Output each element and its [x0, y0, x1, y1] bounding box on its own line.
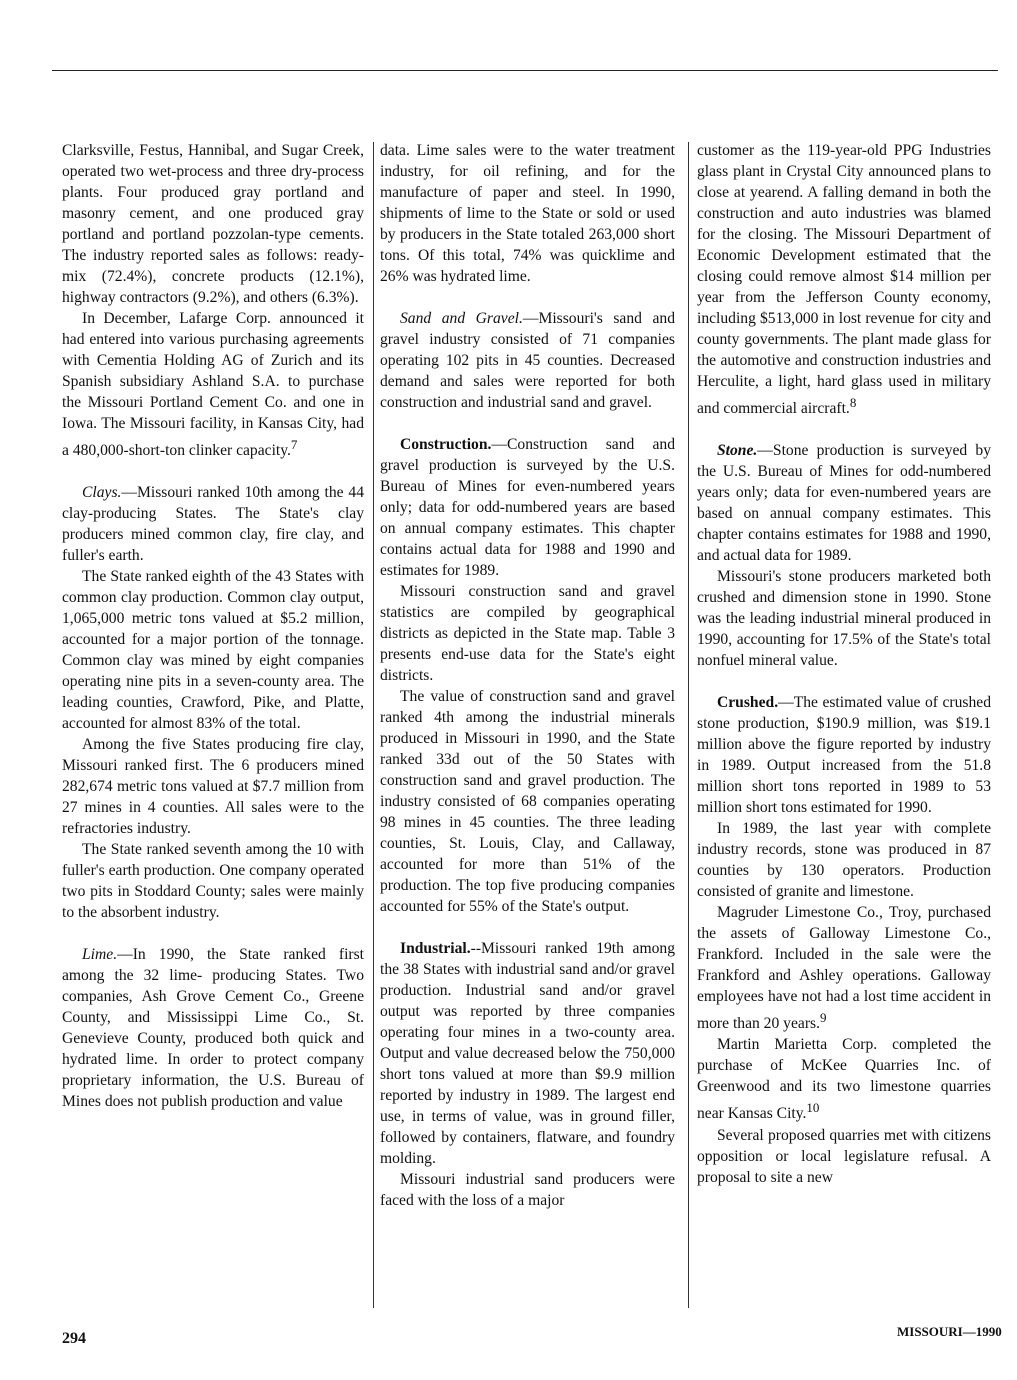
paragraph: data. Lime sales were to the water treatment industry, for oil refining, and for the manufacture of paper and steel. In 1990, shipments of lime to the State or sold or used by producers in the State totaled 263,000 short tons. Of this total, 74% was quicklime and 26% was hydrated lime.: [380, 142, 675, 285]
column-divider: [688, 142, 689, 1308]
paragraph: In 1989, the last year with complete industry records, stone was produced in 87 counties by 130 operators. Production consisted of granite and limestone.: [697, 820, 991, 901]
footnote-ref: 9: [819, 1010, 827, 1026]
column-divider: [373, 142, 374, 1308]
section-heading-sand-gravel: Sand and Gravel.: [400, 310, 523, 327]
paragraph: The State ranked seventh among the 10 with fuller's earth production. One company operated two pits in Stoddard County; sales were mainly to the absorbent industry.: [62, 841, 364, 922]
paragraph: Missouri construction sand and gravel statistics are compiled by geographical districts as depicted in the State map. Table 3 presents end-use data for the State's eight districts.: [380, 583, 675, 684]
footnote-ref: 8: [849, 395, 857, 410]
running-head: MISSOURI—1990: [897, 1324, 1002, 1339]
column-1: [62, 140, 364, 1112]
section-heading-crushed: Crushed.: [717, 694, 779, 712]
section-heading-clays: Clays.: [82, 484, 122, 502]
paragraph: Among the five States producing fire clay, Missouri ranked first. The 6 producers mined 282,674 metric tons valued at $7.7 million from 27 mines in 4 counties. All sales were to the refractories industry.: [62, 736, 364, 838]
section-heading-industrial: Industrial.: [400, 940, 471, 957]
column-3: [697, 140, 991, 1188]
paragraph: The State ranked eighth of the 43 States with common clay production. Common clay output, 1,065,000 metric tons valued at $5.2 million, accounted for a major portion of the tonnage. Common clay was mined by eight companies operating nine pits in a seven-county area. The leading counties, Crawford, Pike, and Platte, accounted for almost 83% of the total.: [62, 568, 364, 733]
top-rule: [52, 70, 998, 71]
paragraph: In December, Lafarge Corp. announced it had entered into various purchasing agreements with Cementia Holding AG of Zurich and its Spanish subsidiary Ashland S.A. to purchase the Missouri Portland Cement Co. and one in Iowa. The Missouri facility, in Kansas City, had a 480,000-short-ton clinker capacity.$^7$: [62, 310, 364, 460]
paragraph-crushed: Crushed.—The estimated value of crushed stone production, $190.9 million, was $19.1 million above the figure reported by industry in 1989. Output increased from the 51.8 million short tons reported in 1989 to 53 million short tons estimated for 1990.: [697, 694, 991, 817]
column-2: [380, 140, 675, 1211]
footnote-ref: 10: [806, 1100, 820, 1116]
paragraph-sand-gravel: Sand and Gravel.—Missouri's sand and gravel industry consisted of 71 companies operating 102 pits in 45 counties. Decreased demand and sales were reported for both construction and industrial sand and gravel.: [380, 310, 675, 411]
paragraph: Missouri industrial sand producers were faced with the loss of a major: [380, 1171, 675, 1209]
paragraph-clays: Clays.—Missouri ranked 10th among the 44 clay-producing States. The State's clay producers mined common clay, fire clay, and fuller's earth.: [62, 484, 364, 565]
footnote-ref: 7: [290, 437, 298, 452]
paragraph-lime: Lime.—In 1990, the State ranked first among the 32 lime- producing States. Two companies, Ash Grove Cement Co., Greene County, and Mississippi Lime Co., St. Genevieve County, produced both quick and hydrated lime. In order to protect company proprietary information, the U.S. Bureau of Mines does not publish production and value: [62, 946, 364, 1111]
paragraph: Several proposed quarries met with citizens opposition or local legislature refusal. A proposal to site a new: [697, 1126, 991, 1186]
paragraph-industrial: Industrial.--Missouri ranked 19th among the 38 States with industrial sand and/or gravel production. Industrial sand and/or gravel output was reported by three companies operating four mines in a two-county area. Output and value decreased below the 750,000 short tons valued at more than $9.9 million reported by industry in 1989. The largest end use, in terms of value, was in ground filler, followed by containers, flatware, and foundry molding.: [380, 940, 675, 1167]
paragraph: Clarksville, Festus, Hannibal, and Sugar Creek, operated two wet-process and three dry-process plants. Four produced gray portland and masonry cement, and one produced gray portland and portland pozzolan-type cements. The industry reported sales as follows: ready-mix (72.4%), concrete products (12.1%), highway contractors (9.2%), and others (6.3%).: [62, 142, 364, 306]
section-heading-construction: Construction.: [400, 436, 492, 453]
paragraph-construction: Construction.—Construction sand and gravel production is surveyed by the U.S. Bureau of Mines for even-numbered years only; data for odd-numbered years are based on annual company estimates. This chapter contains actual data for 1988 and 1990 and estimates for 1989.: [380, 436, 675, 579]
paragraph: The value of construction sand and gravel ranked 4th among the industrial minerals produced in Missouri in 1990, and the State ranked 33d out of the 50 States with construction sand and gravel production. The industry consisted of 68 companies operating 98 mines in 45 counties. The three leading counties, St. Louis, Clay, and Callaway, accounted for more than 51% of the production. The top five producing companies accounted for 55% of the State's output.: [380, 688, 675, 915]
section-heading-lime: Lime.: [82, 946, 118, 964]
paragraph: Magruder Limestone Co., Troy, purchased the assets of Galloway Limestone Co., Frankford. Included in the sale were the Frankford and Ashley operations. Galloway employees have not had a lost time accident in more than 20 years.$^9$: [697, 904, 991, 1033]
page-number: 294: [62, 1330, 86, 1347]
section-heading-stone: Stone.: [717, 442, 758, 460]
paragraph: customer as the 119-year-old PPG Industries glass plant in Crystal City announced plans to close at yearend. A falling demand in both the construction and auto industries was blamed for the closing. The Missouri Department of Economic Development estimated that the closing could remove almost $14 million per year from the Jefferson County economy, including $513,000 in lost revenue for city and county governments. The plant made glass for the automotive and construction industries and Herculite, a light, hard glass used in military and commercial aircraft.$^8$: [697, 142, 991, 418]
paragraph-stone: Stone.—Stone production is surveyed by the U.S. Bureau of Mines for odd-numbered years only; data for even-numbered years are based on annual company estimates. This chapter contains estimates for 1988 and 1990, and actual data for 1989.: [697, 442, 991, 565]
paragraph: Martin Marietta Corp. completed the purchase of McKee Quarries Inc. of Greenwood and its two limestone quarries near Kansas City.$^{10}$: [697, 1036, 991, 1123]
paragraph: Missouri's stone producers marketed both crushed and dimension stone in 1990. Stone was the leading industrial mineral produced in 1990, accounting for 17.5% of the State's total nonfuel mineral value.: [697, 568, 991, 670]
